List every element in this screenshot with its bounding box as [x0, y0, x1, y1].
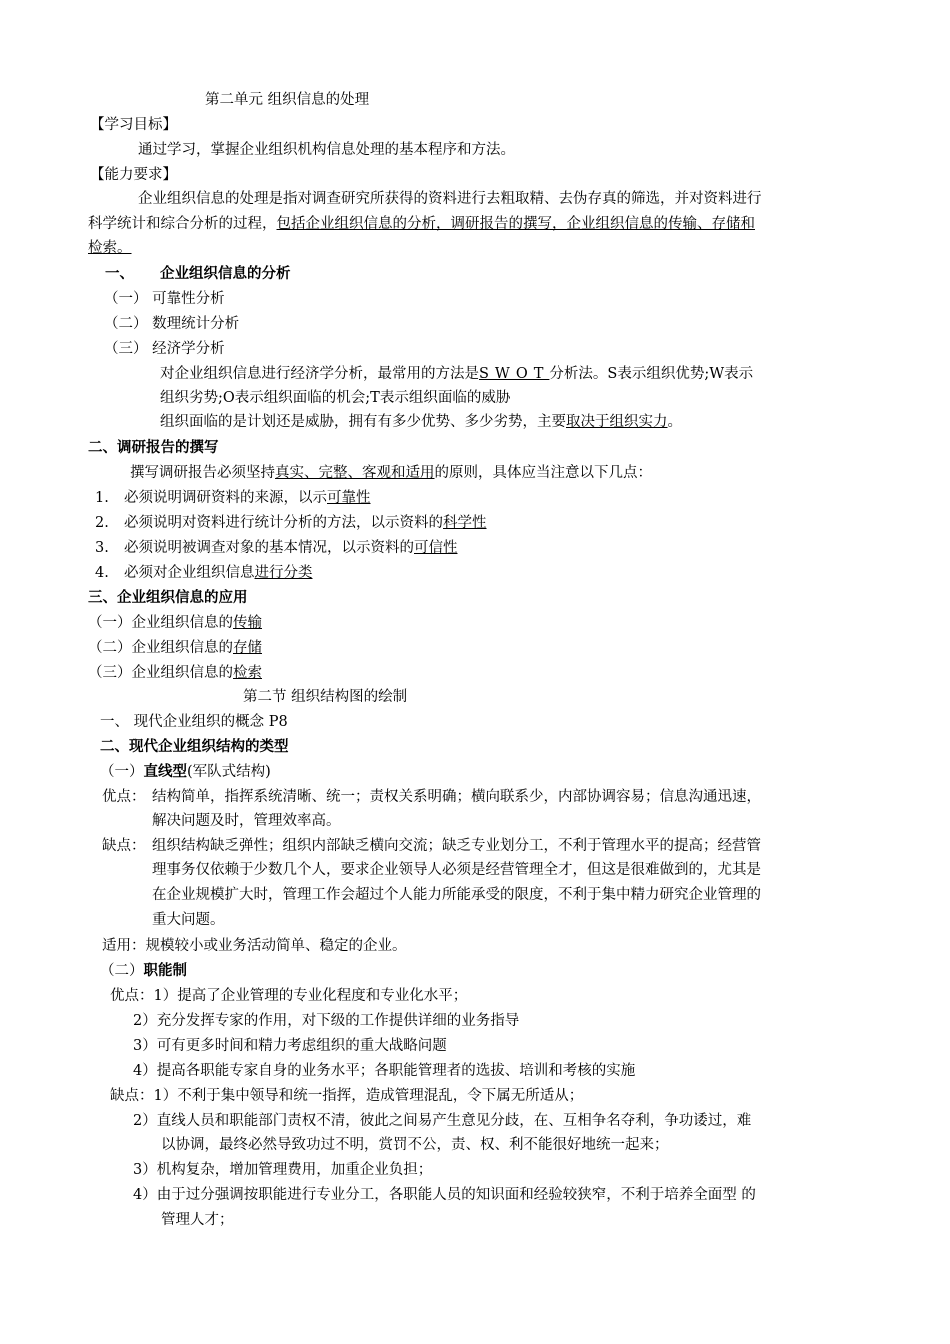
- item-text: （一）企业组织信息的: [88, 615, 233, 631]
- type-prefix: （二）: [100, 963, 144, 979]
- section3-item-2: [88, 636, 262, 660]
- item-text: 必须说明调研资料的来源，以示: [124, 490, 327, 506]
- section2-chapter-title: 第二节 组织结构图的绘制: [243, 689, 408, 705]
- intro-text: 撰写调研报告必须坚持: [130, 465, 275, 481]
- concept-heading: 一、 现代企业组织的概念 P8: [100, 714, 288, 730]
- type1-heading: [100, 760, 271, 784]
- item-underlined: 传输: [233, 615, 262, 631]
- goal-text: 通过学习，掌握企业组织机构信息处理的基本程序和方法。: [138, 142, 515, 158]
- section2-item-3: [95, 536, 458, 560]
- section2-heading: 二、调研报告的撰写: [88, 439, 219, 456]
- func-adv-label: 优点：: [110, 988, 154, 1004]
- swot-label: SWOT: [479, 366, 550, 382]
- item-text: （三）企业组织信息的: [88, 665, 233, 681]
- dis-line4: 重大问题。: [152, 912, 225, 928]
- unit-title: 第二单元 组织信息的处理: [205, 92, 370, 108]
- fit-line: [102, 934, 407, 958]
- item-number: 2.: [95, 515, 109, 531]
- goal-heading: 【学习目标】: [90, 117, 177, 133]
- intro-text-2: 的原则，具体应当注意以下几点：: [434, 465, 652, 481]
- item-underlined: 科学性: [443, 515, 487, 531]
- dis-label: 缺点：: [102, 838, 146, 854]
- item-text: （二）企业组织信息的: [88, 640, 233, 656]
- section1-item-1: （一） 可靠性分析: [104, 291, 225, 307]
- section3-item-3: [88, 661, 262, 685]
- type-name: 直线型: [143, 763, 187, 780]
- econ-text: 对企业组织信息进行经济学分析，最常用的方法是: [160, 366, 479, 382]
- dis-line3: 在企业规模扩大时，管理工作会超过个人能力所能承受的限度，不利于集中精力研究企业管理的: [152, 887, 761, 903]
- func-dis-line4-cont: 管理人才；: [161, 1212, 234, 1228]
- func-dis-line1: [110, 1084, 583, 1108]
- econ-line2: 组织劣势;O表示组织面临的机会;T表示组织面临的威胁: [160, 390, 511, 406]
- item-underlined: 存储: [233, 640, 262, 656]
- adv-label: 优点：: [102, 789, 146, 805]
- types-heading: 二、现代企业组织结构的类型: [100, 738, 289, 755]
- item-text: 必须说明被调查对象的基本情况，以示资料的: [124, 540, 414, 556]
- ability-paragraph-line1: 企业组织信息的处理是指对调查研究所获得的资料进行去粗取精、去伪存真的筛选，并对资料进行: [138, 191, 762, 207]
- type-prefix: （一）: [100, 764, 144, 780]
- type-name: 职能制: [143, 962, 187, 979]
- section1-heading: [105, 262, 291, 286]
- func-dis-line4: 4）由于过分强调按职能进行专业分工，各职能人员的知识面和经验较狭窄，不利于培养全面型 的: [133, 1187, 756, 1203]
- econ-underlined: 取决于组织实力: [566, 414, 668, 430]
- section2-intro: [130, 461, 652, 485]
- func-dis-line2-cont: 以协调，最终必然导致功过不明，赏罚不公，责、权、利不能很好地统一起来；: [161, 1137, 669, 1153]
- ability-text: 科学统计和综合分析的过程，: [88, 216, 277, 232]
- func-adv-line4: 4）提高各职能专家自身的业务水平；各职能管理者的选拔、培训和考核的实施: [133, 1063, 636, 1079]
- func-dis-line2: 2）直线人员和职能部门责权不清，彼此之间易产生意见分歧，在、互相争名夺利，争功诿过，难: [133, 1113, 752, 1129]
- func-dis-line3: 3）机构复杂，增加管理费用，加重企业负担；: [133, 1162, 433, 1178]
- func-adv-item: 1）提高了企业管理的专业化程度和专业化水平；: [153, 988, 468, 1004]
- ability-paragraph-line3: 检索。: [88, 240, 132, 256]
- section2-item-4: [95, 561, 313, 585]
- econ-line1: [160, 362, 753, 386]
- type2-heading: [100, 959, 187, 983]
- section3-heading: 三、企业组织信息的应用: [88, 589, 248, 606]
- dis-line1: 组织结构缺乏弹性；组织内部缺乏横向交流；缺乏专业划分工，不利于管理水平的提高；经营管: [152, 838, 761, 854]
- section1-title: 企业组织信息的分析: [160, 265, 291, 282]
- func-dis-item: 1）不利于集中领导和统一指挥，造成管理混乱，令下属无所适从；: [153, 1088, 584, 1104]
- func-adv-line1: [110, 984, 467, 1008]
- dis-line2: 理事务仅依赖于少数几个人，要求企业领导人必须是经营管理全才，但这是很难做到的，尤其是: [152, 862, 761, 878]
- econ-text-3: 组织面临的是计划还是威胁，拥有有多少优势、多少劣势，主要: [160, 414, 566, 430]
- item-number: 1.: [95, 490, 109, 506]
- section2-item-1: [95, 486, 371, 510]
- econ-text-2: 分析法。S表示组织优势;W表示: [549, 366, 754, 382]
- item-text: 必须说明对资料进行统计分析的方法，以示资料的: [124, 515, 443, 531]
- item-underlined: 进行分类: [254, 565, 313, 581]
- fit-label: 适用：: [102, 938, 146, 954]
- type-note: (军队式结构): [187, 764, 271, 780]
- item-number: 4.: [95, 565, 109, 581]
- ability-heading: 【能力要求】: [90, 167, 177, 183]
- item-underlined: 可信性: [414, 540, 458, 556]
- item-text: 必须对企业组织信息: [124, 565, 255, 581]
- func-adv-line3: 3）可有更多时间和精力考虑组织的重大战略问题: [133, 1038, 447, 1054]
- section1-number: 一、: [105, 265, 134, 282]
- ability-paragraph-line2: [88, 212, 755, 236]
- section2-item-2: [95, 511, 487, 535]
- adv-line2: 解决问题及时，管理效率高。: [152, 813, 341, 829]
- adv-line1: 结构简单，指挥系统清晰、统一；责权关系明确；横向联系少，内部协调容易；信息沟通迅速，: [152, 789, 761, 805]
- ability-underlined-text: 包括企业组织信息的分析，调研报告的撰写，企业组织信息的传输、存储和: [276, 216, 755, 232]
- fit-text: 规模较小或业务活动简单、稳定的企业。: [145, 938, 407, 954]
- item-underlined: 可靠性: [327, 490, 371, 506]
- item-underlined: 检索: [233, 665, 262, 681]
- section1-item-3: （三） 经济学分析: [104, 341, 225, 357]
- section1-item-2: （二） 数理统计分析: [104, 316, 240, 332]
- econ-period: 。: [667, 414, 682, 430]
- econ-line3: [160, 410, 682, 434]
- intro-underlined: 真实、完整、客观和适用: [275, 465, 435, 481]
- func-adv-line2: 2）充分发挥专家的作用，对下级的工作提供详细的业务指导: [133, 1013, 520, 1029]
- item-number: 3.: [95, 540, 109, 556]
- section3-item-1: [88, 611, 262, 635]
- func-dis-label: 缺点：: [110, 1088, 154, 1104]
